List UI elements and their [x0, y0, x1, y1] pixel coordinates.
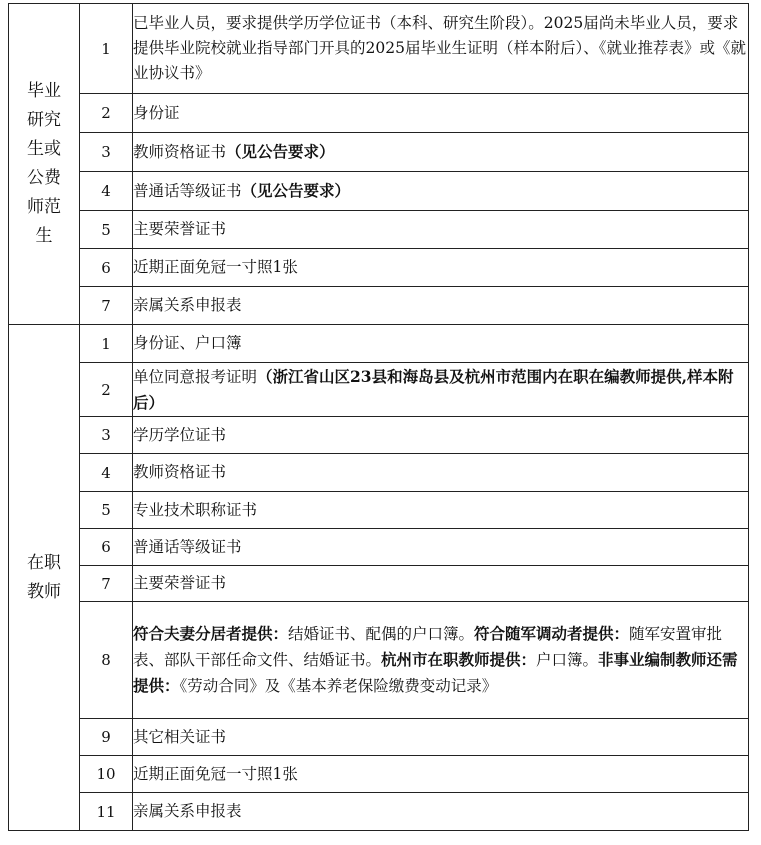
table-row [9, 793, 749, 831]
table-row [9, 756, 749, 793]
item-number: 11 [80, 793, 133, 831]
description-text: 教师资格证书 [133, 143, 227, 161]
item-number: 3 [80, 133, 133, 172]
emphasis-text: （见公告要求） [241, 181, 351, 200]
table-row [9, 325, 749, 363]
description-text: 其它相关证书 [133, 727, 227, 746]
table-row [9, 94, 749, 133]
description-text: 单位同意报考证明 [133, 367, 258, 386]
item-number: 4 [80, 172, 133, 211]
table-row [9, 249, 749, 287]
emphasis-text: 非事业编制教师还需提供： [133, 650, 738, 695]
table-row [9, 719, 749, 756]
materials-table [8, 3, 749, 831]
description-text: 普通话等级证书 [133, 182, 242, 200]
category-label: 毕业研究生或公费师范生 [27, 81, 61, 246]
item-description [133, 325, 749, 363]
table-row [9, 4, 749, 94]
item-description [133, 249, 749, 287]
item-description [133, 529, 749, 566]
table-row [9, 492, 749, 529]
item-number: 9 [80, 719, 133, 756]
item-description [133, 602, 749, 719]
description-text: 教师资格证书 [133, 463, 227, 481]
table-row [9, 133, 749, 172]
item-description [133, 363, 749, 417]
description-text: 学历学位证书 [133, 425, 227, 444]
item-number: 4 [80, 454, 133, 492]
item-description [133, 566, 749, 602]
table-row [9, 211, 749, 249]
item-number: 6 [80, 529, 133, 566]
description-text: 近期正面免冠一寸照1张 [133, 764, 298, 783]
table-row [9, 417, 749, 454]
item-description [133, 94, 749, 133]
item-description [133, 719, 749, 756]
table-row [9, 287, 749, 325]
category-label: 在职教师 [27, 552, 61, 602]
item-description [133, 133, 749, 172]
item-description [133, 211, 749, 249]
item-number: 7 [80, 287, 133, 325]
item-description [133, 454, 749, 492]
description-text: 近期正面免冠一寸照1张 [133, 258, 298, 276]
table-row [9, 363, 749, 417]
table-row [9, 602, 749, 719]
emphasis-text: 符合随军调动者提供： [474, 624, 630, 643]
item-number: 5 [80, 492, 133, 529]
item-number: 8 [80, 602, 133, 719]
materials-table-body [9, 4, 749, 831]
description-text: 主要荣誉证书 [133, 574, 227, 592]
item-number: 7 [80, 566, 133, 602]
item-number: 2 [80, 94, 133, 133]
item-number: 10 [80, 756, 133, 793]
description-text: 《劳动合同》及《基本养老保险缴费变动记录》 [179, 677, 498, 695]
item-description [133, 417, 749, 454]
description-text: 亲属关系申报表 [133, 296, 242, 314]
description-text: 身份证 [133, 103, 180, 122]
item-number: 1 [80, 325, 133, 363]
description-text: 主要荣誉证书 [133, 220, 227, 238]
item-description [133, 492, 749, 529]
table-row [9, 454, 749, 492]
category-cell [9, 325, 80, 831]
item-description [133, 287, 749, 325]
emphasis-text: （见公告要求） [226, 142, 335, 161]
item-description [133, 756, 749, 793]
description-text: 户口簿。 [536, 651, 599, 669]
table-row [9, 529, 749, 566]
table-row [9, 566, 749, 602]
item-number: 6 [80, 249, 133, 287]
item-number: 1 [80, 4, 133, 94]
item-description [133, 172, 749, 211]
category-cell [9, 4, 80, 325]
table-row [9, 172, 749, 211]
item-number: 5 [80, 211, 133, 249]
description-text: 普通话等级证书 [133, 537, 242, 556]
description-text: 已毕业人员，要求提供学历学位证书（本科、研究生阶段）。2025届尚未毕业人员，要求提供毕业院校就业指导部门开具的2025届毕业生证明（样本附后）、《就业推荐表》或《就业协议书》 [133, 14, 746, 82]
item-number: 3 [80, 417, 133, 454]
description-text: 结婚证书、配偶的户口簿。 [288, 625, 475, 643]
item-description [133, 793, 749, 831]
description-text: 亲属关系申报表 [133, 802, 242, 820]
emphasis-text: 符合夫妻分居者提供： [133, 624, 289, 643]
item-description [133, 4, 749, 94]
item-number: 2 [80, 363, 133, 417]
description-text: 随军安置审批表、部队干部任命文件、结婚证书。 [133, 625, 723, 669]
emphasis-text: （浙江省山区23县和海岛县及杭州市范围内在职在编教师提供,样本附后） [133, 366, 734, 412]
description-text: 专业技术职称证书 [133, 500, 258, 519]
emphasis-text: 杭州市在职教师提供： [381, 650, 537, 669]
description-text: 身份证、户口簿 [133, 334, 242, 352]
